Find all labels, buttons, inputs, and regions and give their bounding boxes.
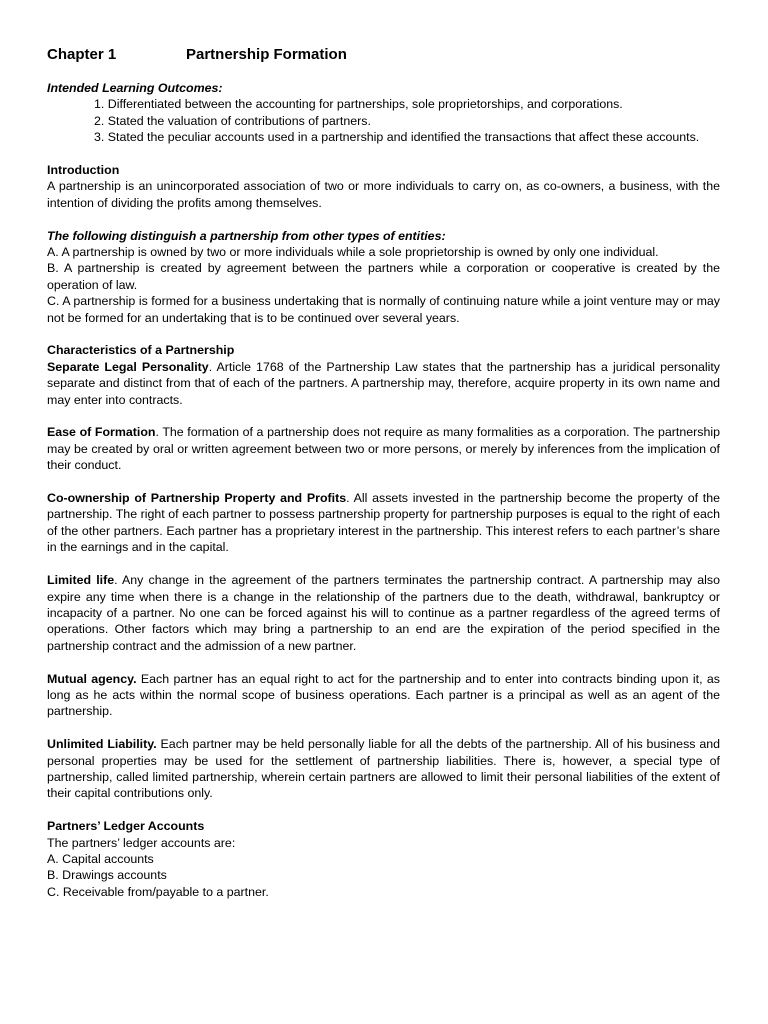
ledger-item: B. Drawings accounts bbox=[47, 868, 167, 883]
outcomes-heading: Intended Learning Outcomes: bbox=[47, 81, 223, 95]
ledger-heading: Partners’ Ledger Accounts bbox=[47, 819, 205, 834]
characteristic-term: Unlimited Liability. bbox=[47, 737, 157, 752]
ledger-item: C. Receivable from/payable to a partner. bbox=[47, 884, 269, 899]
outcome-item: 1. Differentiated between the accounting for partnerships, sole proprietorships, and corporations. bbox=[94, 97, 623, 112]
characteristic-separator: . bbox=[346, 491, 350, 506]
characteristic-separator: . bbox=[114, 573, 118, 588]
introduction-text: A partnership is an unincorporated association of two or more individuals to carry on, as co-owners, a business, with the intention of dividing the profits among themselves. bbox=[47, 179, 720, 210]
introduction-heading: Introduction bbox=[47, 163, 120, 178]
ledger-item: A. Capital accounts bbox=[47, 851, 154, 866]
characteristic-text: Any change in the agreement of the partners terminates the partnership contract. A partnership may also expire any time when there is a change in the relationship of the partners due to the death, withdrawal, bankruptcy or incapacity of a partner. No one can be forced against his will to continue as a partner regardless of the agreed terms of operations. Other factors which may bring a partnership to an end are the expiration of the period specified in the partnership contract and the admission of a new partner. bbox=[47, 573, 720, 653]
outcome-item: 2. Stated the valuation of contributions of partners. bbox=[94, 113, 371, 128]
document-page bbox=[47, 46, 720, 900]
characteristic-term: Mutual agency. bbox=[47, 671, 137, 686]
characteristic-term: Co-ownership of Partnership Property and Profits bbox=[47, 491, 347, 506]
distinguish-item: C. A partnership is formed for a business undertaking that is normally of continuing nature while a joint venture may or may not be formed for an undertaking that is to be continued over several years. bbox=[47, 294, 720, 325]
distinguish-heading: The following distinguish a partnership from other types of entities: bbox=[47, 228, 446, 243]
chapter-title: Partnership Formation bbox=[186, 46, 347, 63]
ledger-intro: The partners’ ledger accounts are: bbox=[47, 835, 236, 850]
characteristics-heading: Characteristics of a Partnership bbox=[47, 343, 235, 358]
characteristic-text: Article 1768 of the Partnership Law states that the partnership has a juridical personality separate and distinct from that of each of the partners. A partnership may, therefore, acquire property in its own name and may enter into contracts. bbox=[47, 359, 720, 407]
characteristic-term: Separate Legal Personality bbox=[47, 359, 209, 374]
characteristic-separator: . bbox=[155, 425, 159, 440]
characteristic-paragraph bbox=[47, 736, 720, 802]
characteristic-term: Ease of Formation bbox=[47, 425, 156, 440]
characteristic-paragraph bbox=[47, 424, 720, 473]
characteristic-separator: . bbox=[208, 359, 213, 374]
characteristic-paragraph bbox=[47, 359, 720, 408]
chapter-heading bbox=[47, 46, 720, 64]
characteristic-paragraph bbox=[47, 671, 720, 720]
outcome-item: 3. Stated the peculiar accounts used in a partnership and identified the transactions that affect these accounts. bbox=[94, 130, 700, 145]
chapter-number: Chapter 1 bbox=[47, 46, 117, 63]
characteristic-text: Each partner may be held personally liable for all the debts of the partnership. All of his business and personal properties may be used for the settlement of partnership liabilities. There is, however, a special type of partnership, called limited partnership, wherein certain partners are allowed to limit their personal liabilities of the extent of their capital contributions only. bbox=[47, 737, 721, 801]
distinguish-item: A. A partnership is owned by two or more individuals while a sole proprietorship is owned by only one individual. bbox=[47, 245, 659, 260]
characteristic-term: Limited life bbox=[47, 573, 115, 588]
characteristic-paragraph bbox=[47, 572, 720, 654]
characteristic-paragraph bbox=[47, 490, 720, 556]
characteristic-text: All assets invested in the partnership become the property of the partnership. The right of each partner to possess partnership property for partnership purposes is equal to the right of each of the other partners. Each partner has a proprietary interest in the partnership. This interest refers to each partner’s share in the earnings and in the capital. bbox=[47, 491, 720, 555]
characteristic-text: Each partner has an equal right to act for the partnership and to enter into contracts binding upon it, as long as he acts within the normal scope of business operations. Each partner is a principal as well as an agent of the partnership. bbox=[47, 671, 720, 719]
characteristic-text: The formation of a partnership does not require as many formalities as a corporation. The partnership may be created by oral or written agreement between two or more persons, or merely by inferences from the implication of their conduct. bbox=[47, 425, 720, 473]
distinguish-item: B. A partnership is created by agreement between the partners while a corporation or cooperative is created by the operation of law. bbox=[47, 261, 720, 292]
